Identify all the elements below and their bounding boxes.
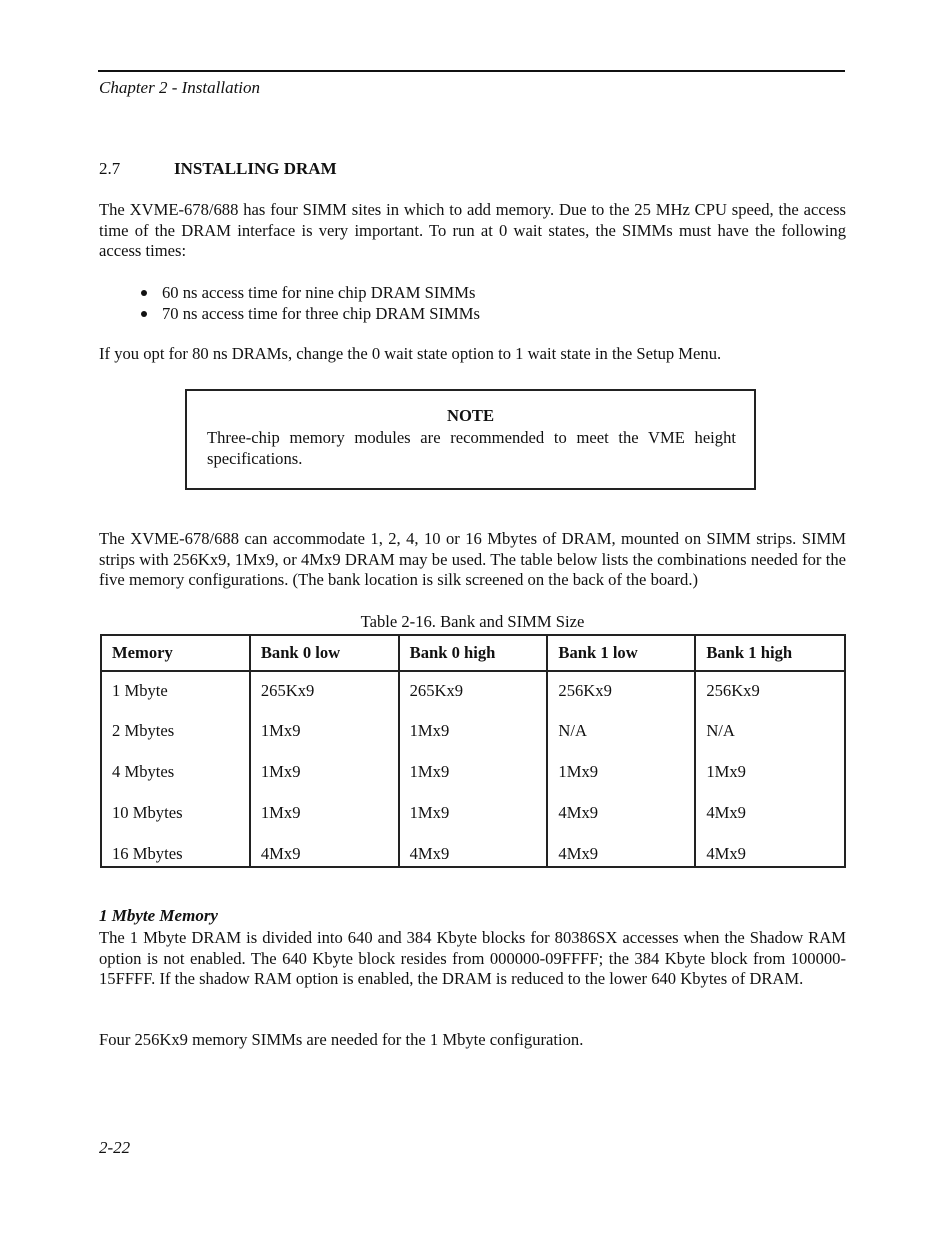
table-cell: 265Kx9 bbox=[399, 671, 548, 712]
table-cell: 4Mx9 bbox=[695, 835, 845, 867]
table-cell: 1Mx9 bbox=[399, 753, 548, 794]
table-cell: 1Mx9 bbox=[695, 753, 845, 794]
table-cell: 256Kx9 bbox=[547, 671, 695, 712]
table-cell: 1 Mbyte bbox=[101, 671, 250, 712]
table-cell: 4 Mbytes bbox=[101, 753, 250, 794]
section-number: 2.7 bbox=[99, 159, 121, 178]
table-cell: 1Mx9 bbox=[399, 794, 548, 835]
table-row bbox=[101, 753, 845, 794]
table-row bbox=[101, 794, 845, 835]
table-row bbox=[101, 671, 845, 712]
column-header: Bank 1 low bbox=[547, 635, 695, 671]
table-cell: 1Mx9 bbox=[250, 794, 399, 835]
table-caption: Table 2-16. Bank and SIMM Size bbox=[360, 612, 585, 631]
table-cell: 1Mx9 bbox=[547, 753, 695, 794]
config-paragraph: The XVME-678/688 can accommodate 1, 2, 4, 10 or 16 Mbytes of DRAM, mounted on SIMM strips. SIMM strips with 256Kx9, 1Mx9, or 4Mx9 DRAM may be used. The table below lists the combinations needed for the five memory configurations. (The bank location is silk screened on the back of the board.) bbox=[99, 529, 846, 589]
note-text: Three-chip memory modules are recommended to meet the VME height specifications. bbox=[207, 428, 736, 468]
column-header: Bank 0 low bbox=[250, 635, 399, 671]
table-row bbox=[101, 835, 845, 867]
table-cell: 4Mx9 bbox=[250, 835, 399, 867]
table-cell: N/A bbox=[695, 712, 845, 753]
table-row bbox=[101, 712, 845, 753]
column-header: Bank 0 high bbox=[399, 635, 548, 671]
table-cell: 1Mx9 bbox=[250, 712, 399, 753]
bank-simm-table bbox=[100, 634, 846, 868]
wait-state-paragraph: If you opt for 80 ns DRAMs, change the 0 wait state option to 1 wait state in the Setup Menu. bbox=[99, 344, 722, 363]
table-header-row bbox=[101, 635, 845, 671]
table-cell: 4Mx9 bbox=[547, 835, 695, 867]
table-cell: 4Mx9 bbox=[695, 794, 845, 835]
header-rule bbox=[98, 70, 845, 72]
table-cell: 2 Mbytes bbox=[101, 712, 250, 753]
table-cell: 265Kx9 bbox=[250, 671, 399, 712]
table-cell: 4Mx9 bbox=[399, 835, 548, 867]
access-time-list bbox=[138, 283, 480, 324]
table-cell: 256Kx9 bbox=[695, 671, 845, 712]
table-cell: 10 Mbytes bbox=[101, 794, 250, 835]
section-title: INSTALLING DRAM bbox=[174, 159, 337, 178]
table-cell: 1Mx9 bbox=[250, 753, 399, 794]
subsection-title: 1 Mbyte Memory bbox=[99, 906, 218, 925]
subsection-paragraph: The 1 Mbyte DRAM is divided into 640 and 384 Kbyte blocks for 80386SX accesses when the Shadow RAM option is not enabled. The 640 Kbyte block resides from 000000-09FFFF; the 384 Kbyte block from 100000-15FFFF. If the shadow RAM option is enabled, the DRAM is reduced to the lower 640 Kbytes of DRAM. bbox=[99, 928, 846, 988]
closing-paragraph: Four 256Kx9 memory SIMMs are needed for the 1 Mbyte configuration. bbox=[99, 1030, 584, 1049]
column-header: Bank 1 high bbox=[695, 635, 845, 671]
note-title: NOTE bbox=[446, 406, 495, 425]
page-number: 2-22 bbox=[99, 1138, 131, 1157]
table-cell: 4Mx9 bbox=[547, 794, 695, 835]
table-cell: 1Mx9 bbox=[399, 712, 548, 753]
section-heading bbox=[99, 159, 337, 179]
list-item: 70 ns access time for three chip DRAM SIMMs bbox=[138, 304, 480, 325]
note-box bbox=[185, 389, 756, 490]
column-header: Memory bbox=[101, 635, 250, 671]
intro-paragraph: The XVME-678/688 has four SIMM sites in which to add memory. Due to the 25 MHz CPU speed, the access time of the DRAM interface is very important. To run at 0 wait states, the SIMMs must have the following access times: bbox=[99, 200, 846, 260]
table-cell: N/A bbox=[547, 712, 695, 753]
table-cell: 16 Mbytes bbox=[101, 835, 250, 867]
chapter-header: Chapter 2 - Installation bbox=[99, 78, 261, 97]
list-item: 60 ns access time for nine chip DRAM SIMMs bbox=[138, 283, 480, 304]
